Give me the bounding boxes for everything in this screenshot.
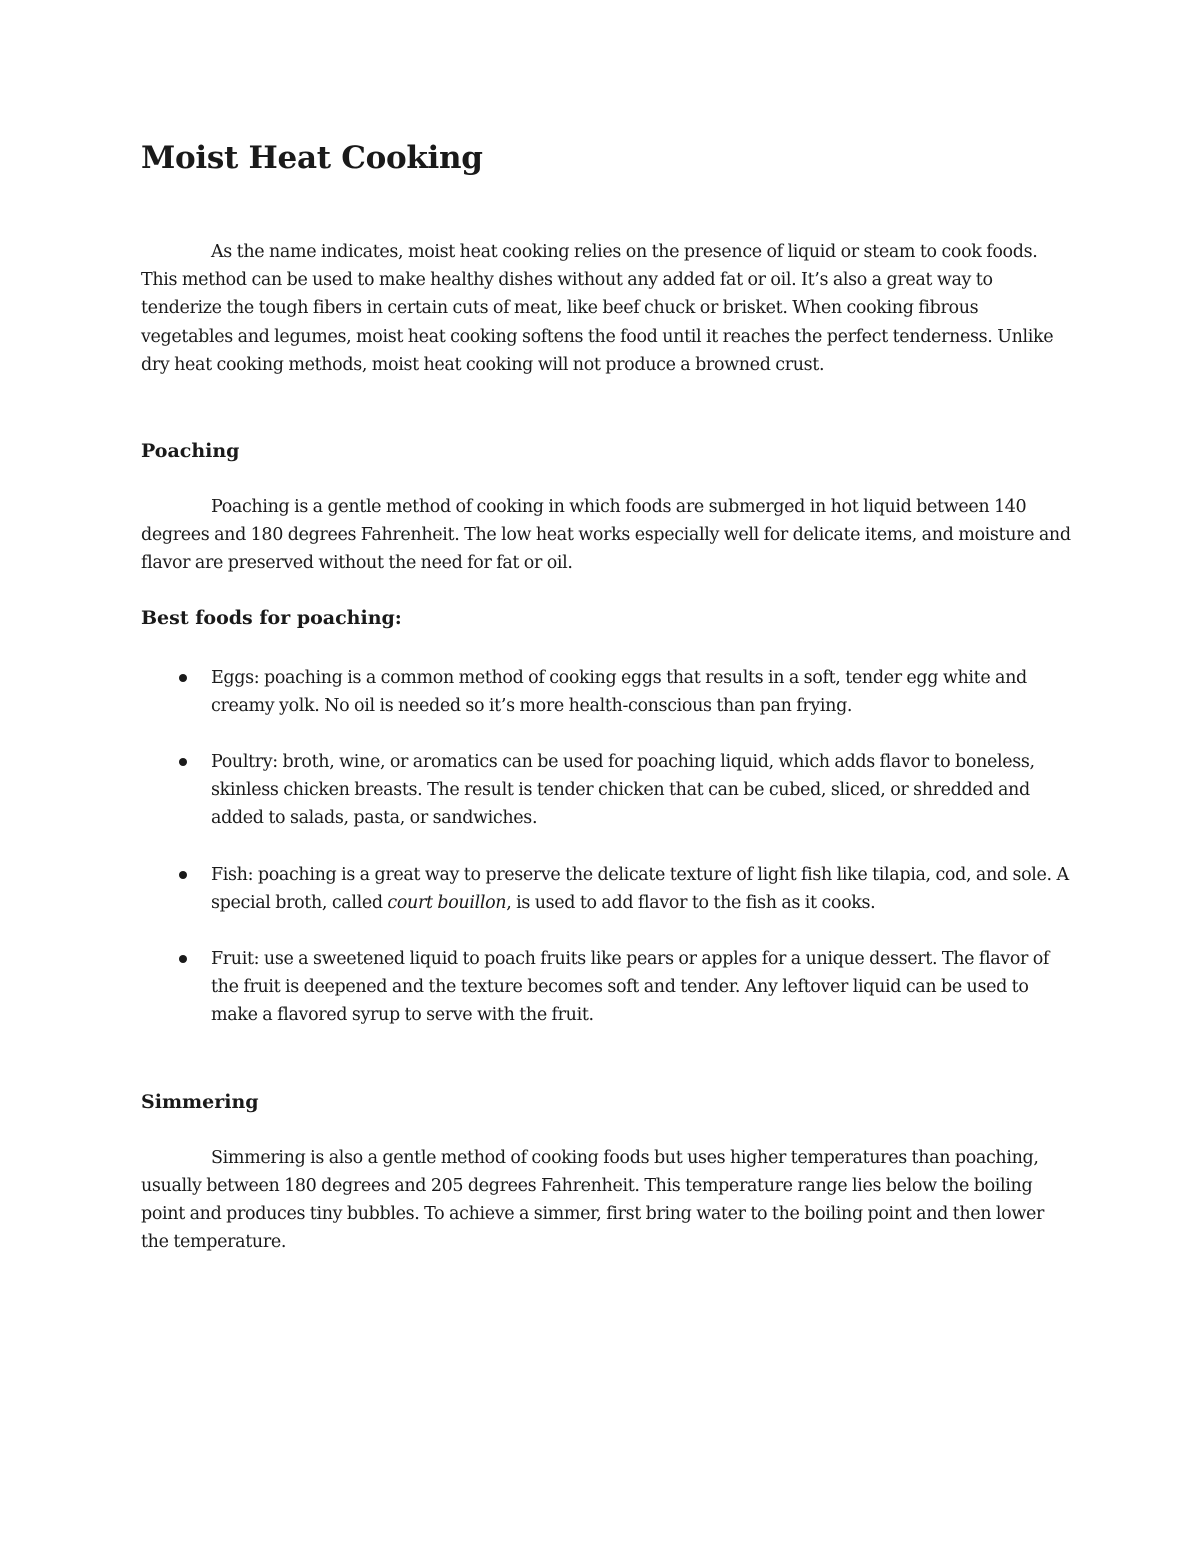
section-heading-poaching: Poaching	[141, 440, 240, 463]
list-item	[141, 861, 1071, 917]
list-item-text: Eggs: poaching is a common method of cooking eggs that results in a soft, tender egg white and creamy yolk. No oil is needed so it’s more health-conscious than pan frying.	[211, 667, 1027, 716]
best-foods-heading: Best foods for poaching:	[141, 606, 402, 629]
list-item	[141, 748, 1071, 833]
italic-term: court bouillon	[387, 892, 507, 913]
document-body	[141, 138, 1071, 1256]
list-item-text: Poultry: broth, wine, or aromatics can be used for poaching liquid, which adds flavor to boneless, skinless chicken breasts. The result is tender chicken that can be cubed, sliced, or shredded and added to salads, pasta, or sandwiches.	[211, 752, 1035, 829]
list-item-text: Fruit: use a sweetened liquid to poach fruits like pears or apples for a unique dessert. The flavor of the fruit is deepened and the texture becomes soft and tender. Any leftover liquid can be used to make a flavored syrup to serve with the fruit.	[211, 949, 1050, 1026]
simmering-paragraph: Simmering is also a gentle method of cooking foods but uses higher temperatures than poaching, usually between 180 degrees and 205 degrees Fahrenheit. This temperature range lies below the boiling point and produces tiny bubbles. To achieve a simmer, first bring water to the boiling point and then lower the temperature.	[141, 1147, 1045, 1253]
list-item-text-part: , is used to add flavor to the fish as it cooks.	[506, 892, 876, 913]
list-item-text	[211, 861, 1071, 917]
bullet-icon	[179, 758, 187, 766]
section-heading-simmering: Simmering	[141, 1090, 259, 1113]
list-item	[141, 664, 1071, 720]
page-title: Moist Heat Cooking	[141, 140, 483, 176]
bullet-icon	[179, 955, 187, 963]
bullet-icon	[179, 674, 187, 682]
list-item	[141, 945, 1071, 1030]
bullet-icon	[179, 871, 187, 879]
intro-paragraph: As the name indicates, moist heat cooking relies on the presence of liquid or steam to cook foods. This method can be used to make healthy dishes without any added fat or oil. It’s also a great way to tenderize the tough fibers in certain cuts of meat, like beef chuck or brisket. When cooking fibrous vegetables and legumes, moist heat cooking softens the food until it reaches the perfect tenderness. Unlike dry heat cooking methods, moist heat cooking will not produce a browned crust.	[141, 242, 1054, 375]
poaching-paragraph: Poaching is a gentle method of cooking in which foods are submerged in hot liquid between 140 degrees and 180 degrees Fahrenheit. The low heat works especially well for delicate items, and moisture and flavor are preserved without the need for fat or oil.	[141, 497, 1071, 574]
best-foods-list	[141, 664, 1071, 1030]
list-item-text-part: Fish: poaching is a great way to preserve the delicate texture of light fish like tilapia, cod, and sole. A special broth, called	[211, 864, 1069, 913]
